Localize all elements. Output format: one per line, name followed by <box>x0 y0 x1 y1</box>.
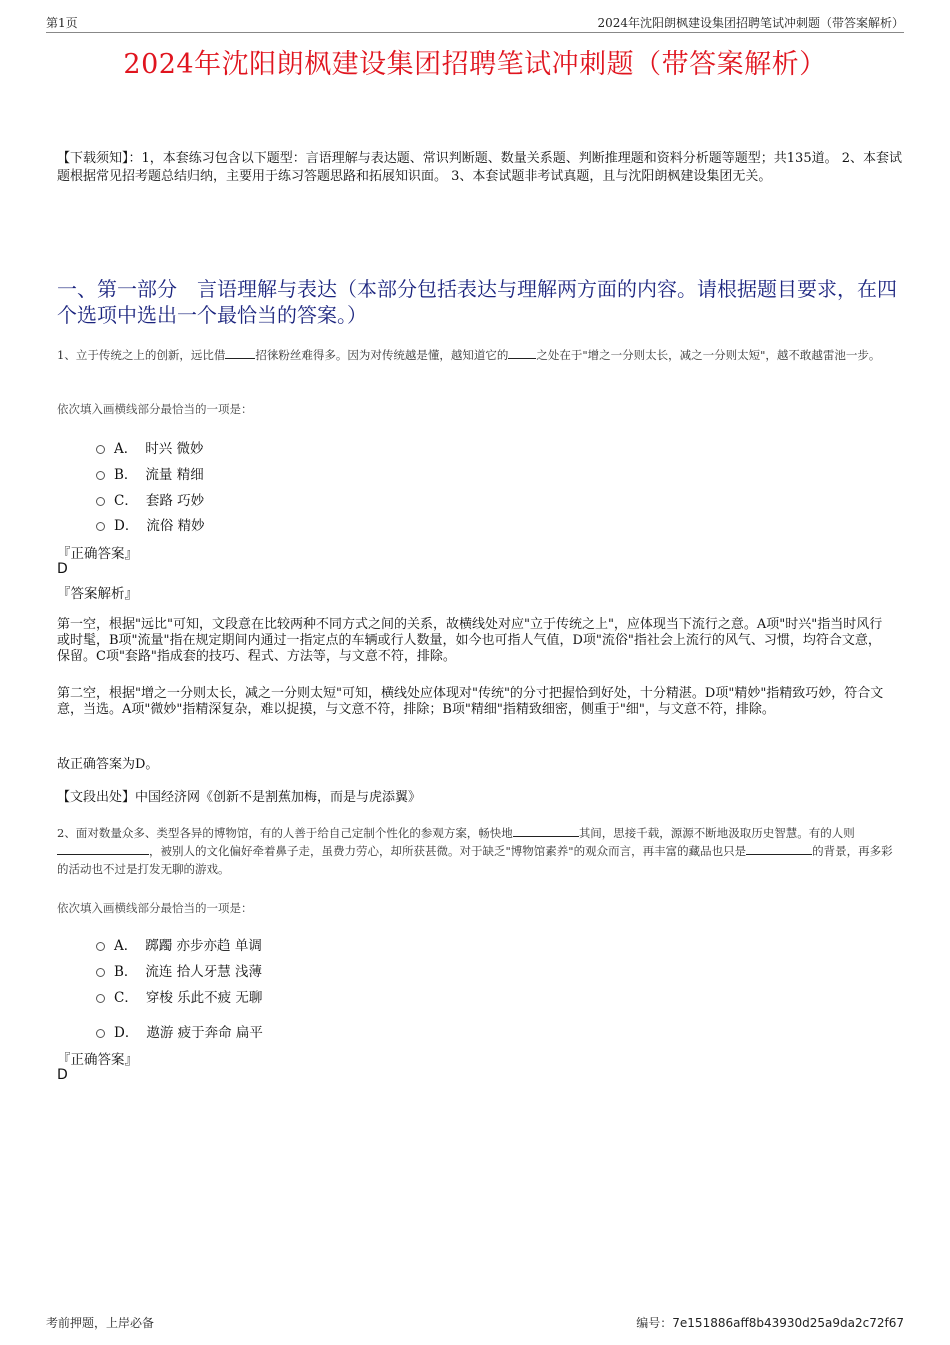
question-1-stem-part: 招徕粉丝难得多。因为对传统越是懂，越知道它的 <box>255 348 509 362</box>
analysis-label: 『答案解析』 <box>57 586 138 602</box>
option-text: 时兴 微妙 <box>145 441 204 457</box>
document-title: 2024年沈阳朗枫建设集团招聘笔试冲刺题（带答案解析） <box>123 49 827 80</box>
question-1-stem-part: 1、立于传统之上的创新，远比借 <box>57 348 226 362</box>
radio-icon[interactable] <box>96 522 105 531</box>
question-2-stem <box>57 824 902 878</box>
question-2-option-c[interactable] <box>96 986 262 1006</box>
footer-slogan: 考前押题，上岸必备 <box>46 1316 155 1330</box>
option-text: 套路 巧妙 <box>145 493 205 509</box>
page-footer <box>46 1314 904 1332</box>
option-text: 踯躅 亦步亦趋 单调 <box>145 938 262 954</box>
fill-blank <box>57 842 149 855</box>
question-2-option-a[interactable] <box>96 934 262 954</box>
option-letter: A． <box>114 938 138 954</box>
option-text: 流量 精细 <box>145 467 204 483</box>
fill-blank <box>513 824 579 837</box>
question-2-stem-part: 2、面对数量众多、类型各异的博物馆，有的人善于给自己定制个性化的参观方案，畅快地 <box>57 826 513 840</box>
analysis-paragraph-1: 第一空，根据"远比"可知，文段意在比较两种不同方式之间的关系，故横线处对应"立于传统之上"，应体现当下流行之意。A项"时兴"指当时风行或时髦，B项"流量"指在规定期间内通过一指定点的车辆或行人数量，如今也可指人气值，D项"流俗"指社会上流行的风气、习惯，均符合文意，保留。C项"套路"指成套的技巧、程式、方法等，与文意不符，排除。 <box>57 617 883 664</box>
question-1-option-d[interactable] <box>96 514 205 534</box>
question-1-stem-part: 之处在于"增之一分则太长，减之一分则太短"，越不敢越雷池一步。 <box>536 348 881 362</box>
option-text: 流连 拾人牙慧 浅薄 <box>145 964 263 980</box>
correct-answer: D <box>57 561 68 577</box>
download-notice: 【下载须知】：1，本套练习包含以下题型：言语理解与表达题、常识判断题、数量关系题、判断推理题和资料分析题等题型；共135道。 2、本套试题根据常见招考题总结归纳，主要用于练习答题思路和拓展知识面。 3、本套试题非考试真题，且与沈阳朗枫建设集团无关。 <box>57 151 902 184</box>
option-letter: C． <box>114 493 138 509</box>
radio-icon[interactable] <box>96 445 105 454</box>
option-text: 遨游 疲于奔命 扁平 <box>146 1025 263 1041</box>
question-1-option-b[interactable] <box>96 463 204 483</box>
header-doc-title: 2024年沈阳朗枫建设集团招聘笔试冲刺题（带答案解析） <box>597 16 904 30</box>
radio-icon[interactable] <box>96 471 105 480</box>
section-title: 一、第一部分 言语理解与表达（本部分包括表达与理解两方面的内容。请根据题目要求，在四个选项中选出一个最恰当的答案。） <box>57 277 897 327</box>
question-2-option-d[interactable] <box>96 1021 263 1041</box>
question-2-stem-part: 的背景，再多彩的活动也不过是打发无聊的游戏。 <box>57 844 893 876</box>
correct-answer-label: 『正确答案』 <box>57 546 138 562</box>
correct-answer: D <box>57 1067 68 1083</box>
radio-icon[interactable] <box>96 994 105 1003</box>
analysis-conclusion: 故正确答案为D。 <box>57 757 159 772</box>
option-text: 流俗 精妙 <box>146 518 205 534</box>
question-1-option-a[interactable] <box>96 437 204 457</box>
analysis-paragraph-2: 第二空，根据"增之一分则太长，减之一分则太短"可知，横线处应体现对"传统"的分寸把握恰到好处，十分精湛。D项"精妙"指精致巧妙，符合文意，当选。A项"微妙"指精深复杂，难以捉摸，与文意不符，排除；B项"精细"指精致细密，侧重于"细"，与文意不符，排除。 <box>57 686 884 717</box>
radio-icon[interactable] <box>96 497 105 506</box>
option-letter: D． <box>114 518 139 534</box>
option-letter: A． <box>114 441 138 457</box>
footer-code-block <box>636 1314 904 1331</box>
fill-blank <box>225 346 255 359</box>
option-letter: C． <box>114 990 138 1006</box>
question-2-stem-part: 其间，思接千载，源源不断地汲取历史智慧。有的人则 <box>578 826 855 840</box>
question-1-instruction: 依次填入画横线部分最恰当的一项是： <box>57 402 253 416</box>
option-text: 穿梭 乐此不疲 无聊 <box>145 990 263 1006</box>
question-1-stem <box>57 346 902 364</box>
correct-answer-label: 『正确答案』 <box>57 1052 138 1068</box>
question-2-stem-part: ，被别人的文化偏好牵着鼻子走，虽费力劳心，却所获甚微。对于缺乏"博物馆素养"的观众而言，再丰富的藏品也只是 <box>149 844 747 858</box>
radio-icon[interactable] <box>96 968 105 977</box>
question-2-instruction: 依次填入画横线部分最恰当的一项是： <box>57 901 253 915</box>
option-letter: D． <box>114 1025 139 1041</box>
radio-icon[interactable] <box>96 1029 105 1038</box>
page-number: 第1页 <box>46 16 78 30</box>
question-1-option-c[interactable] <box>96 489 204 509</box>
footer-code-label: 编号： <box>636 1316 673 1330</box>
question-2-option-b[interactable] <box>96 960 262 980</box>
radio-icon[interactable] <box>96 942 105 951</box>
page-header <box>46 12 904 33</box>
fill-blank <box>746 842 812 855</box>
fill-blank <box>508 346 536 359</box>
option-letter: B． <box>114 467 138 483</box>
document-code: 7e151886aff8b43930d25a9da2c72f67 <box>672 1316 904 1330</box>
option-letter: B． <box>114 964 138 980</box>
passage-source: 【文段出处】中国经济网《创新不是割蕉加梅，而是与虎添翼》 <box>57 790 422 805</box>
